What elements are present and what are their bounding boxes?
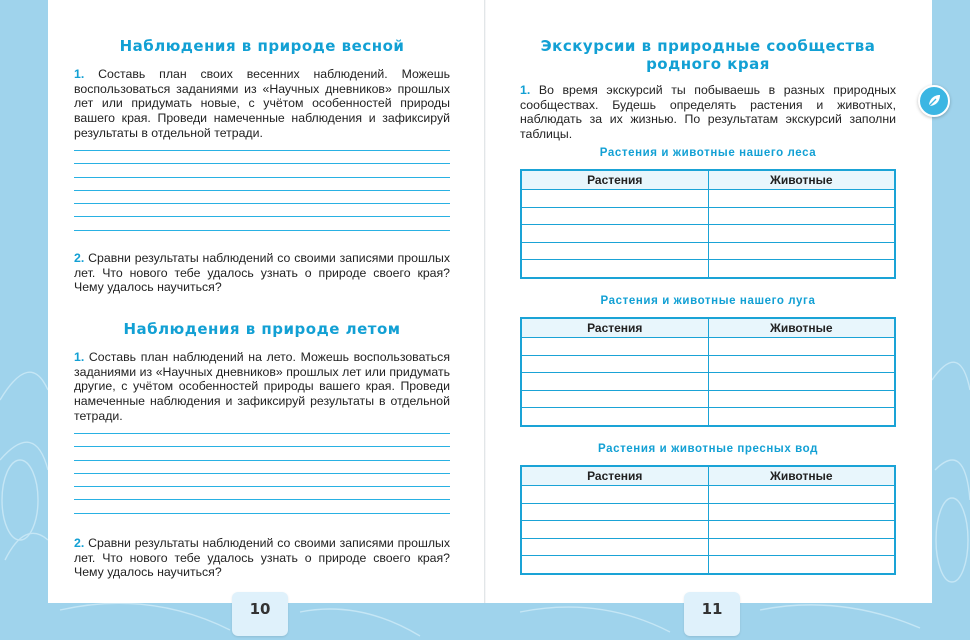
forest-table-title: Растения и животные нашего леса — [599, 147, 817, 159]
meadow-table-title: Растения и животные нашего луга — [600, 295, 816, 307]
table-row — [521, 503, 895, 521]
table-cell[interactable] — [708, 486, 895, 504]
table-cell[interactable] — [521, 556, 708, 574]
table-cell[interactable] — [708, 408, 895, 426]
table-row — [521, 190, 895, 208]
task-number: 1. — [74, 67, 85, 81]
table-cell[interactable] — [708, 538, 895, 556]
page-number-left: 10 — [232, 592, 288, 636]
table-cell[interactable] — [708, 260, 895, 278]
task-text: Составь план наблюдений на лето. Можешь воспользоваться заданиями из «Научных дневников» прошлых лет или придумать другие, с учётом особенностей природы вашего края. Проведи намеченные наблюдения и зафиксируй результаты в отдельной тетради. — [74, 350, 450, 423]
task-number: 2. — [74, 251, 85, 265]
book-spine — [484, 0, 486, 603]
excursions-title-line1: Экскурсии в природные сообщества — [540, 37, 876, 55]
table-row — [521, 556, 895, 574]
column-header-plants: Растения — [521, 318, 708, 338]
table-row — [521, 373, 895, 391]
table-cell[interactable] — [521, 338, 708, 356]
table-cell[interactable] — [708, 503, 895, 521]
task-text: Сравни результаты наблюдений со своими записями прошлых лет. Что нового тебе удалось узнать о природе своего края? Чему удалось научиться? — [74, 536, 450, 580]
table-row — [521, 521, 895, 539]
meadow-table — [520, 317, 896, 427]
table-cell[interactable] — [521, 521, 708, 539]
leaf-icon — [926, 93, 942, 109]
page-number-right: 11 — [684, 592, 740, 636]
task-number: 1. — [74, 350, 85, 364]
table-row — [521, 242, 895, 260]
table-row — [521, 355, 895, 373]
table-cell[interactable] — [521, 260, 708, 278]
table-cell[interactable] — [521, 408, 708, 426]
table-row — [521, 338, 895, 356]
column-header-animals: Животные — [708, 466, 895, 486]
task-text: Во время экскурсий ты побываешь в разных природных сообществах. Будешь определять растения и животных, наблюдать за их жизнью. По результатам экскурсий заполни таблицы. — [520, 83, 897, 142]
excursions-task-1 — [520, 83, 896, 142]
table-cell[interactable] — [708, 190, 895, 208]
table-row — [521, 207, 895, 225]
column-header-animals: Животные — [708, 318, 895, 338]
table-cell[interactable] — [521, 355, 708, 373]
column-header-animals: Животные — [708, 170, 895, 190]
table-cell[interactable] — [521, 373, 708, 391]
table-cell[interactable] — [521, 390, 708, 408]
nav-leaf-button[interactable] — [918, 85, 950, 117]
spring-task-2 — [74, 251, 450, 295]
task-text: Составь план своих весенних наблюдений. Можешь воспользоваться заданиями из «Научных дневников» прошлых лет или придумать новые, с учётом особенностей природы вашего края. Проведи намеченные наблюдения и зафиксируй результаты в отдельной тетради. — [74, 67, 450, 140]
table-cell[interactable] — [708, 242, 895, 260]
excursions-title-line2: родного края — [646, 55, 770, 73]
forest-table — [520, 169, 896, 279]
table-cell[interactable] — [521, 242, 708, 260]
table-row — [521, 538, 895, 556]
table-cell[interactable] — [708, 207, 895, 225]
table-cell[interactable] — [521, 486, 708, 504]
table-cell[interactable] — [708, 225, 895, 243]
table-row — [521, 260, 895, 278]
freshwater-table — [520, 465, 896, 575]
table-row — [521, 486, 895, 504]
task-text: Сравни результаты наблюдений со своими записями прошлых лет. Что нового тебе удалось узнать о природе своего края? Чему удалось научиться? — [74, 251, 450, 295]
table-cell[interactable] — [708, 373, 895, 391]
spring-section-title: Наблюдения в природе весной — [119, 37, 405, 55]
summer-task-1 — [74, 350, 450, 424]
excursions-title — [500, 37, 916, 73]
table-row — [521, 225, 895, 243]
task-number: 1. — [520, 83, 531, 97]
spring-task-1 — [74, 67, 450, 141]
summer-answer-lines[interactable] — [74, 433, 450, 526]
table-cell[interactable] — [708, 338, 895, 356]
table-cell[interactable] — [708, 355, 895, 373]
column-header-plants: Растения — [521, 466, 708, 486]
table-row — [521, 408, 895, 426]
task-number: 2. — [74, 536, 85, 550]
table-cell[interactable] — [521, 225, 708, 243]
table-cell[interactable] — [521, 190, 708, 208]
summer-task-2 — [74, 536, 450, 580]
table-cell[interactable] — [521, 538, 708, 556]
table-cell[interactable] — [521, 503, 708, 521]
summer-section-title: Наблюдения в природе летом — [123, 320, 401, 338]
table-cell[interactable] — [521, 207, 708, 225]
table-cell[interactable] — [708, 390, 895, 408]
table-row — [521, 390, 895, 408]
spring-answer-lines[interactable] — [74, 150, 450, 243]
table-cell[interactable] — [708, 556, 895, 574]
freshwater-table-title: Растения и животные пресных вод — [597, 443, 819, 455]
table-cell[interactable] — [708, 521, 895, 539]
column-header-plants: Растения — [521, 170, 708, 190]
